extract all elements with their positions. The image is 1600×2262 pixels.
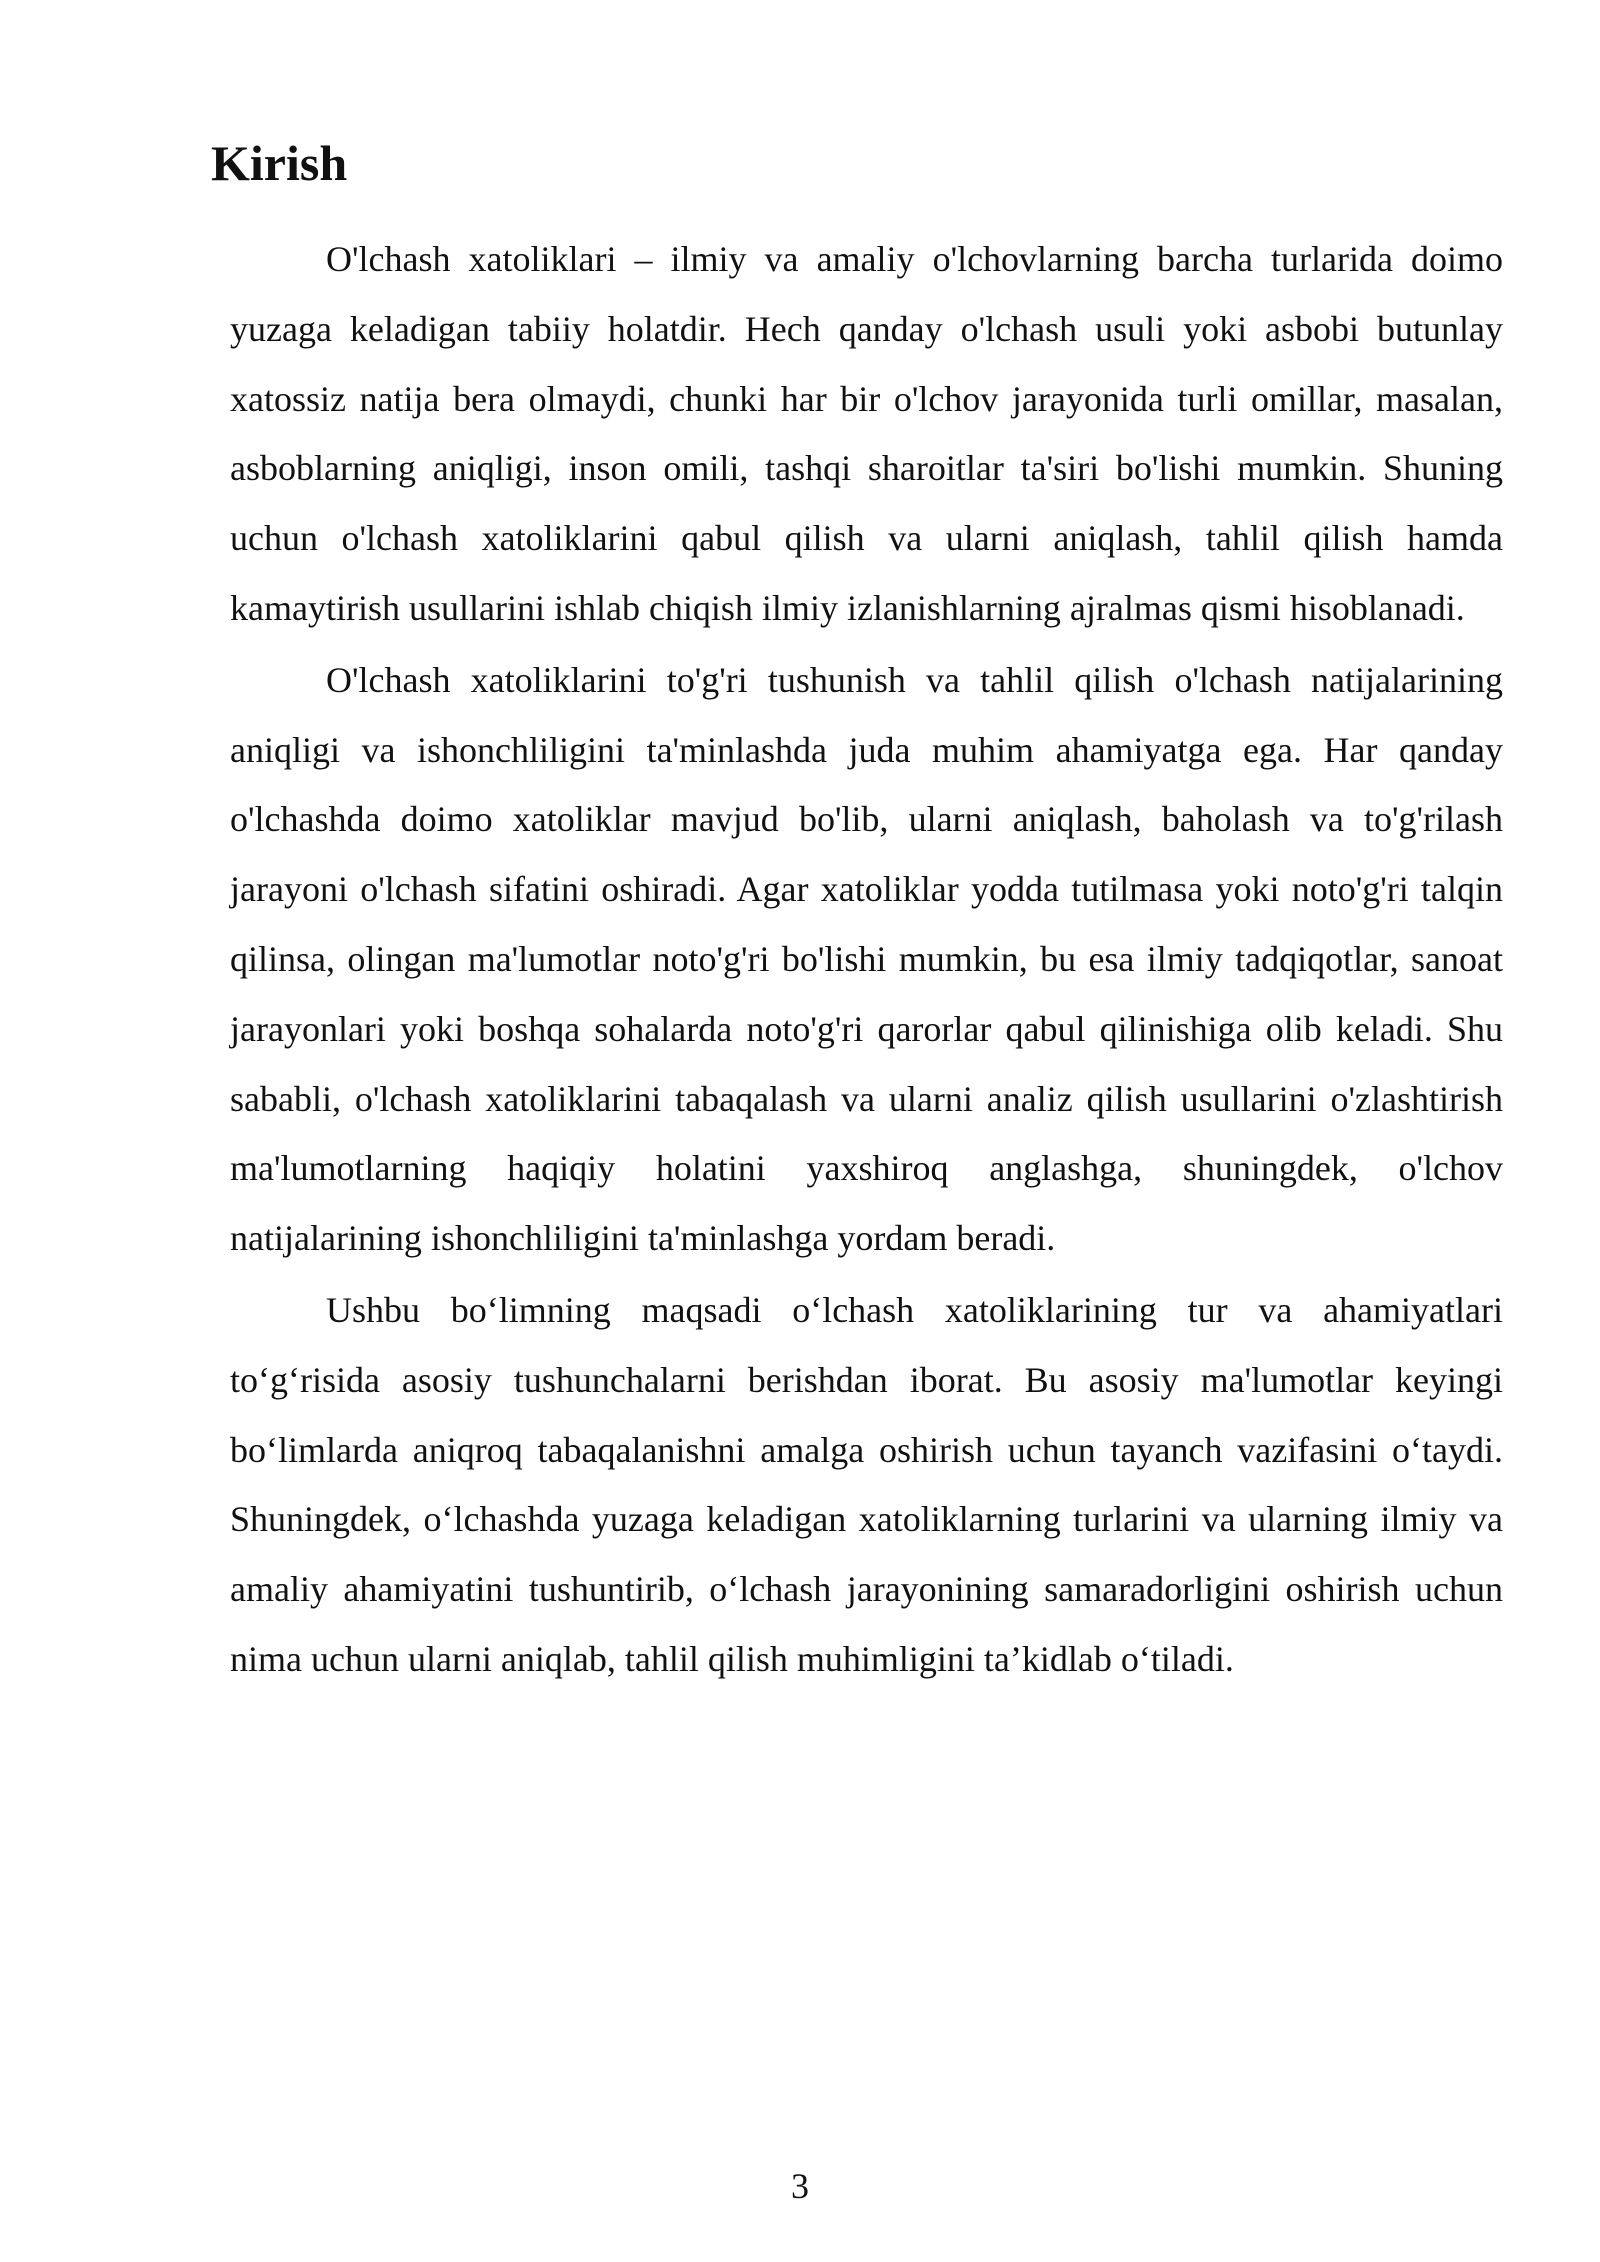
paragraph: O'lchash xatoliklarini to'g'ri tushunish va tahlil qilish o'lchash natijalarining aniqligi va ishonchliligini ta'minlashda juda muhim ahamiyatga ega. Har qanday o'lchashda doimo xatoliklar mavjud bo'lib, ularni aniqlash, baholash va to'g'rilash jarayoni o'lchash sifatini oshiradi. Agar xatoliklar yodda tutilmasa yoki noto'g'ri talqin qilinsa, olingan ma'lumotlar noto'g'ri bo'lishi mumkin, bu esa ilmiy tadqiqotlar, sanoat jarayonlari yoki boshqa sohalarda noto'g'ri qarorlar qabul qilinishiga olib keladi. Shu sababli, o'lchash xatoliklarini tabaqalash va ularni analiz qilish usullarini o'zlashtirish ma'lumotlarning haqiqiy holatini yaxshiroq anglashga, shuningdek, o'lchov natijalarining ishonchliligini ta'minlashga yordam beradi. [230, 659, 1503, 1259]
paragraph: O'lchash xatoliklari – ilmiy va amaliy o'lchovlarning barcha turlarida doimo yuzaga keladigan tabiiy holatdir. Hech qanday o'lchash usuli yoki asbobi butunlay xatossiz natija bera olmaydi, chunki har bir o'lchov jarayonida turli omillar, masalan, asboblarning aniqligi, inson omili, tashqi sharoitlar ta'siri bo'lishi mumkin. Shuning uchun o'lchash xatoliklarini qabul qilish va ularni aniqlash, tahlil qilish hamda kamaytirish usullarini ishlab chiqish ilmiy izlanishlarning ajralmas qismi hisoblanadi. [230, 239, 1503, 628]
body-text [230, 225, 1503, 1697]
page-number: 3 [791, 2166, 809, 2206]
section-heading: Kirish [211, 135, 348, 191]
paragraph: Ushbu bo‘limning maqsadi o‘lchash xatoliklarining tur va ahamiyatlari to‘g‘risida asosiy tushunchalarni berishdan iborat. Bu asosiy ma'lumotlar keyingi bo‘limlarda aniqroq tabaqalanishni amalga oshirish uchun tayanch vazifasini o‘taydi. Shuningdek, o‘lchashda yuzaga keladigan xatoliklarning turlarini va ularning ilmiy va amaliy ahamiyatini tushuntirib, o‘lchash jarayonining samaradorligini oshirish uchun nima uchun ularni aniqlab, tahlil qilish muhimligini ta’kidlab o‘tiladi. [230, 1289, 1503, 1679]
